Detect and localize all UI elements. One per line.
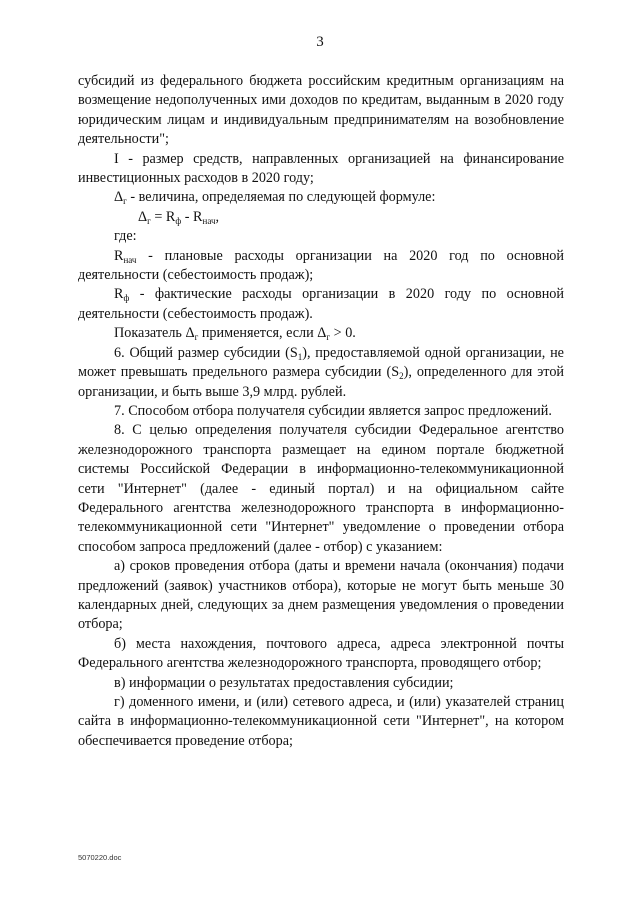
paragraph-subsidies-continuation: субсидий из федерального бюджета российским кредитным организациям на возмещение недополученных ими доходов по кредитам, выданным в 2020 году юридическим лицам и индивидуальным предпринимателям на возобновление деятельности";: [78, 73, 564, 148]
paragraph-8a: а) сроков проведения отбора (даты и времени начала (окончания) подачи предложений (заявок) участников отбора), которые не могут быть меньше 30 календарных дней, следующих за днем размещения уведомления о проведении отбора;: [78, 558, 564, 633]
paragraph-rf-definition: $R_ф$ - фактические расходы организации в 2020 году по основной деятельности (себестоимость продаж).: [78, 286, 564, 322]
paragraph-8: 8. С целью определения получателя субсидии Федеральное агентство железнодорожного транспорта размещает на едином портале бюджетной системы Российской Федерации в информационно-телекоммуникационной сети "Интернет" (далее - единый портал) и на официальном сайте Федерального агентства железнодорожного транспорта в информационно-телекоммуникационной сети "Интернет" уведомление о проведении отбора способом запроса предложений (далее - отбор) с указанием:: [78, 422, 564, 555]
paragraph-indicator: Показатель $\Delta_г$ применяется, если $\Delta_г > 0$.: [114, 325, 356, 343]
paragraph-8b: б) места нахождения, почтового адреса, адреса электронной почты Федерального агентства железнодорожного транспорта, проводящего отбор;: [78, 635, 564, 672]
page-number: 3: [316, 34, 324, 50]
file-name-footer: 5070220.doc: [78, 853, 122, 862]
formula: $\Delta_г = R_ф - R_{нач}$,: [138, 208, 220, 226]
document-body: [78, 72, 564, 751]
paragraph-i-definition: I - размер средств, направленных организацией на финансирование инвестиционных расходов в 2020 году;: [78, 150, 564, 187]
paragraph-rnach-definition: $R_{нач}$ - плановые расходы организации на 2020 год по основной деятельности (себестоимость продаж);: [78, 247, 564, 284]
paragraph-where: где:: [114, 228, 137, 245]
paragraph-7: 7. Способом отбора получателя субсидии является запрос предложений.: [114, 402, 552, 419]
paragraph-8v: в) информации о результатах предоставления субсидии;: [114, 674, 454, 691]
paragraph-8g: г) доменного имени, и (или) сетевого адреса, и (или) указателей страниц сайта в информационно-телекоммуникационной сети "Интернет", на котором обеспечивается проведение отбора;: [78, 694, 564, 749]
paragraph-6: 6. Общий размер субсидии $(S_1)$, предоставляемой одной организации, не может превышать предельного размера субсидии $(S_2)$, определенного для этой организации, и быть выше 3,9 млрд. рублей.: [78, 344, 565, 400]
paragraph-delta-definition: $\Delta_г$ - величина, определяемая по следующей формуле:: [114, 189, 436, 207]
